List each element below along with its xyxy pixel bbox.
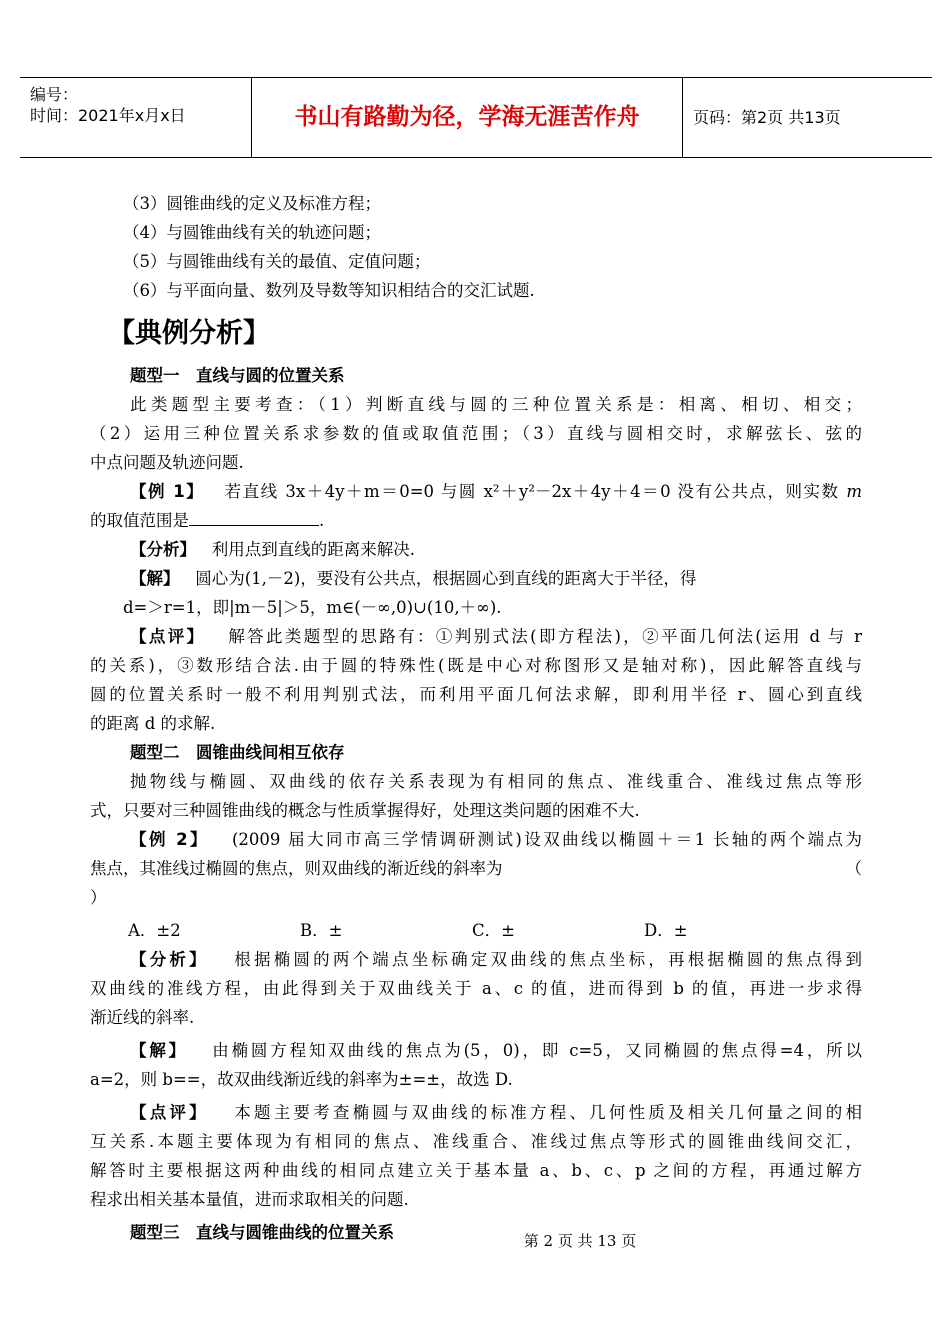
time-label: 时间：2021年x月x日 (30, 106, 186, 125)
list-item: （4）与圆锥曲线有关的轨迹问题； (123, 223, 381, 242)
analysis-text: 根据椭圆的两个端点坐标确定双曲线的焦点坐标，再根据椭圆的焦点得到 (234, 950, 862, 969)
example1-label: 【例 1】 (130, 482, 205, 501)
comment-line: 解答时主要根据这两种曲线的相同点建立关于基本量 a、b、c、p 之间的方程，再通过解方 (90, 1161, 862, 1180)
comment-line: 圆的位置关系时一般不利用判别式法，而利用平面几何法求解，即利用半径 r、圆心到直线 (90, 685, 862, 704)
option-d[interactable]: D．± (644, 921, 688, 940)
list-item: （5）与圆锥曲线有关的最值、定值问题； (123, 252, 431, 271)
analysis-label: 【分析】 (130, 540, 196, 559)
header-motto: 书山有路勤为径，学海无涯苦作舟 (294, 104, 640, 130)
answer-blank[interactable] (189, 507, 319, 526)
type3-title: 题型三 直线与圆锥曲线的位置关系 (130, 1223, 394, 1242)
comment-text: 本题主要考查椭圆与双曲线的标准方程、几何性质及相关几何量之间的相 (234, 1103, 862, 1122)
solution-line: d=＞r=1，即|m－5|＞5，m∈(－∞,0)∪(10,＋∞). (123, 598, 502, 617)
list-item: （6）与平面向量、数列及导数等知识相结合的交汇试题. (123, 281, 535, 300)
analysis-text: 利用点到直线的距离来解决. (211, 540, 415, 559)
example1-text: 若直线 3x＋4y＋m＝0=0 与圆 x²＋y²－2x＋4y＋4＝0 没有公共点，则实数 (224, 482, 840, 501)
analysis-line (90, 945, 862, 974)
page-footer: 第 2 页 共 13 页 (523, 1232, 637, 1250)
comment-line: 程求出相关基本量值，进而求取相关的问题. (90, 1190, 409, 1209)
answer-paren-close: ） (90, 888, 107, 907)
solution-text: 圆心为(1,－2)，要没有公共点，根据圆心到直线的距离大于半径，得 (195, 569, 697, 588)
example2-text: 焦点，其准线过椭圆的焦点，则双曲线的渐近线的斜率为 (90, 859, 503, 878)
solution-line: a=2，则 b==，故双曲线渐近线的斜率为±=±，故选 D. (90, 1070, 513, 1089)
example1-var: m (846, 482, 862, 501)
analysis-line (90, 535, 862, 564)
options-row (90, 916, 862, 945)
example1-line (90, 506, 862, 535)
type1-paragraph: 此类题型主要考查：（1）判断直线与圆的三种位置关系是：相离、相切、相交； (130, 395, 862, 414)
type1-title: 题型一 直线与圆的位置关系 (130, 366, 345, 385)
example2-line (90, 854, 862, 883)
example2-line (90, 825, 862, 854)
solution-line (90, 564, 862, 593)
example1-line (90, 477, 862, 506)
type2-paragraph: 式，只要对三种圆锥曲线的概念与性质掌握得好，处理这类问题的困难不大. (90, 801, 640, 820)
answer-paren-open: （ (845, 859, 862, 878)
comment-line: 的距离 d 的求解. (90, 714, 216, 733)
comment-label: 【点评】 (130, 627, 206, 646)
solution-label: 【解】 (130, 1041, 189, 1060)
document-body (90, 189, 862, 1247)
example2-label: 【例 2】 (130, 830, 209, 849)
type2-title: 题型二 圆锥曲线间相互依存 (130, 743, 345, 762)
list-item: （3）圆锥曲线的定义及标准方程； (123, 194, 381, 213)
code-label: 编号： (30, 85, 79, 104)
comment-line: 互关系.本题主要体现为有相同的焦点、准线重合、准线过焦点等形式的圆锥曲线间交汇， (90, 1132, 862, 1151)
section-title: 【典例分析】 (108, 318, 270, 349)
type2-paragraph: 抛物线与椭圆、双曲线的依存关系表现为有相同的焦点、准线重合、准线过焦点等形 (130, 772, 862, 791)
option-a[interactable]: A．±2 (128, 921, 181, 940)
page-header (20, 77, 932, 158)
header-meta (30, 84, 186, 126)
comment-text: 解答此类题型的思路有：①判别式法(即方程法)，②平面几何法(运用 d 与 r (228, 627, 862, 646)
example2-text: (2009 届大同市高三学情调研测试)设双曲线以椭圆＋＝1 长轴的两个端点为 (232, 830, 862, 849)
type1-paragraph: （2）运用三种位置关系求参数的值或取值范围；（3）直线与圆相交时，求解弦长、弦的 (90, 424, 862, 443)
example1-end: . (319, 511, 325, 530)
type1-paragraph: 中点问题及轨迹问题. (90, 453, 244, 472)
comment-label: 【点评】 (130, 1103, 209, 1122)
example1-text: 的取值范围是 (90, 511, 189, 530)
option-b[interactable]: B．± (300, 921, 343, 940)
solution-text: 由椭圆方程知双曲线的焦点为(5，0)，即 c=5，又同椭圆的焦点得=4，所以 (212, 1041, 862, 1060)
solution-line (90, 1036, 862, 1065)
analysis-line: 渐近线的斜率. (90, 1008, 195, 1027)
header-page-label: 页码：第2页 共13页 (693, 108, 841, 127)
header-divider (682, 78, 683, 157)
option-c[interactable]: C．± (472, 921, 515, 940)
solution-label: 【解】 (130, 569, 180, 588)
analysis-line: 双曲线的准线方程，由此得到关于双曲线关于 a、c 的值，进而得到 b 的值，再进一步求得 (90, 979, 862, 998)
comment-line (90, 1098, 862, 1127)
comment-line (90, 622, 862, 651)
analysis-label: 【分析】 (130, 950, 209, 969)
comment-line: 的关系)，③数形结合法.由于圆的特殊性(既是中心对称图形又是轴对称)，因此解答直线与 (90, 656, 862, 675)
